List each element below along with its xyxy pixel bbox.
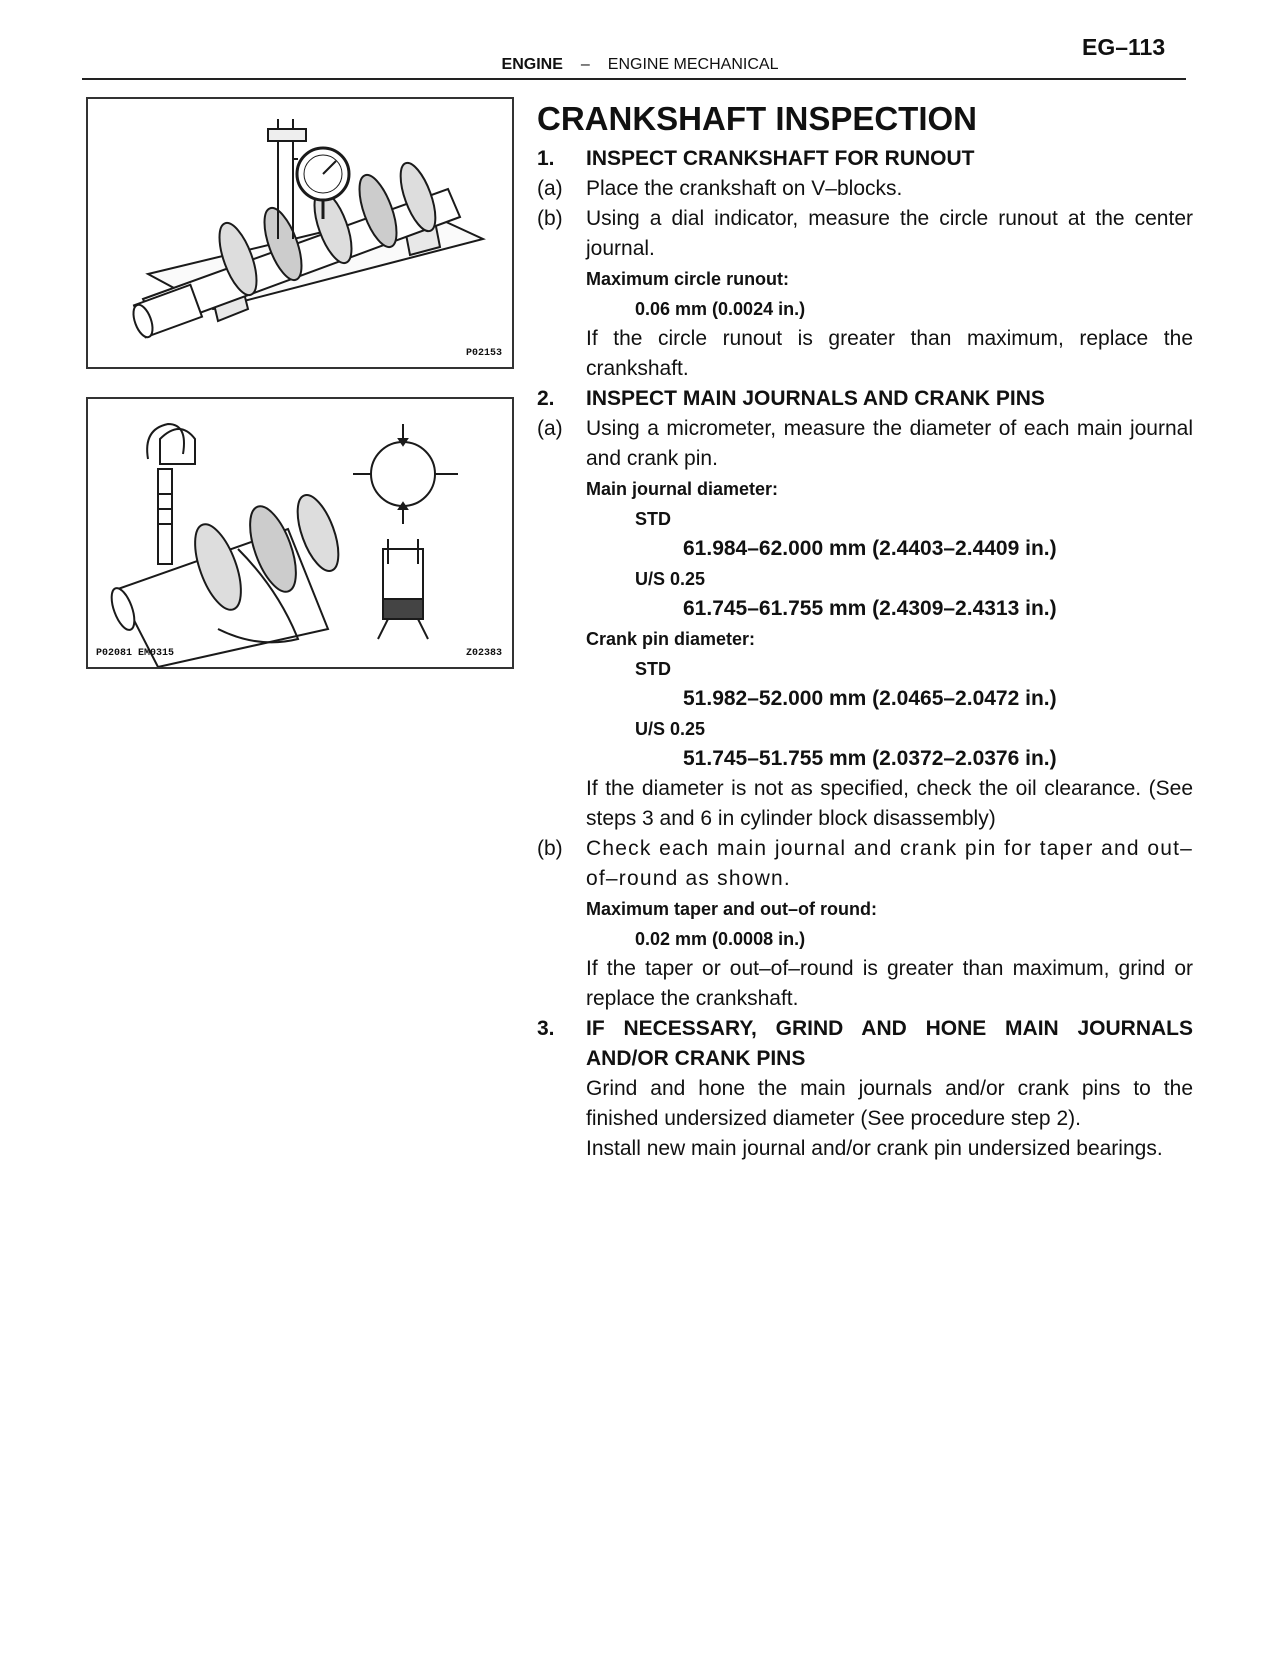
taper-spec-label: Maximum taper and out–of round: xyxy=(586,899,878,919)
page-number: EG–113 xyxy=(1082,34,1166,60)
runout-spec-label: Maximum circle runout: xyxy=(586,269,790,289)
main-content xyxy=(537,98,1193,1164)
main-journal-label: Main journal diameter: xyxy=(586,479,779,499)
header-separator: – xyxy=(580,56,590,73)
micrometer-illustration xyxy=(88,399,512,667)
main-journal-std-label: STD xyxy=(635,509,671,529)
figure-code-left: P02081 EM0315 xyxy=(96,648,175,659)
step-1a: (a) Place the crankshaft on V–blocks. xyxy=(537,177,903,200)
crankshaft-runout-illustration xyxy=(88,99,512,367)
figure-journal-measurement xyxy=(86,397,514,669)
crank-pin-label: Crank pin diameter: xyxy=(586,629,756,649)
step-3-text-2: Install new main journal and/or crank pin undersized bearings. xyxy=(586,1137,1163,1160)
taper-spec-value: 0.02 mm (0.0008 in.) xyxy=(635,929,806,949)
crank-pin-std-label: STD xyxy=(635,659,671,679)
header-rule xyxy=(82,78,1186,80)
runout-note: If the circle runout is greater than maximum, replace the crankshaft. xyxy=(586,327,1193,380)
diameter-note: If the diameter is not as specified, check the oil clearance. (See steps 3 and 6 in cylinder block disassembly) xyxy=(586,777,1193,830)
header-subsection: ENGINE MECHANICAL xyxy=(607,56,779,73)
taper-note: If the taper or out–of–round is greater than maximum, grind or replace the crankshaft. xyxy=(586,957,1193,1010)
main-journal-us-label: U/S 0.25 xyxy=(635,569,706,589)
crank-pin-std-value: 51.982–52.000 mm (2.0465–2.0472 in.) xyxy=(683,687,1057,710)
page-title: CRANKSHAFT INSPECTION xyxy=(537,100,978,137)
step-3-heading: 3. IF NECESSARY, GRIND AND HONE MAIN JOURNALS AND/OR CRANK PINS xyxy=(537,1017,1193,1070)
main-journal-us-value: 61.745–61.755 mm (2.4309–2.4313 in.) xyxy=(683,597,1057,620)
step-1-heading: 1. INSPECT CRANKSHAFT FOR RUNOUT xyxy=(537,147,975,170)
runout-spec-value: 0.06 mm (0.0024 in.) xyxy=(635,299,806,319)
running-header xyxy=(0,56,1280,74)
figure-code-right: Z02383 xyxy=(465,648,502,659)
step-2a: (a) Using a micrometer, measure the diameter of each main journal and crank pin. xyxy=(537,417,1193,470)
main-journal-std-value: 61.984–62.000 mm (2.4403–2.4409 in.) xyxy=(683,537,1057,560)
step-1b: (b) Using a dial indicator, measure the circle runout at the center journal. xyxy=(537,207,1193,260)
crank-pin-us-label: U/S 0.25 xyxy=(635,719,706,739)
crank-pin-us-value: 51.745–51.755 mm (2.0372–2.0376 in.) xyxy=(683,747,1057,770)
figure-crankshaft-runout xyxy=(86,97,514,369)
step-2b: (b) Check each main journal and crank pin for taper and out–of–round as shown. xyxy=(537,837,1193,890)
figure-code: P02153 xyxy=(465,348,502,359)
step-3-text-1: Grind and hone the main journals and/or crank pins to the finished undersized diameter (See procedure step 2). xyxy=(586,1077,1193,1130)
header-section: ENGINE xyxy=(501,56,563,73)
step-2-heading: 2. INSPECT MAIN JOURNALS AND CRANK PINS xyxy=(537,387,1045,410)
